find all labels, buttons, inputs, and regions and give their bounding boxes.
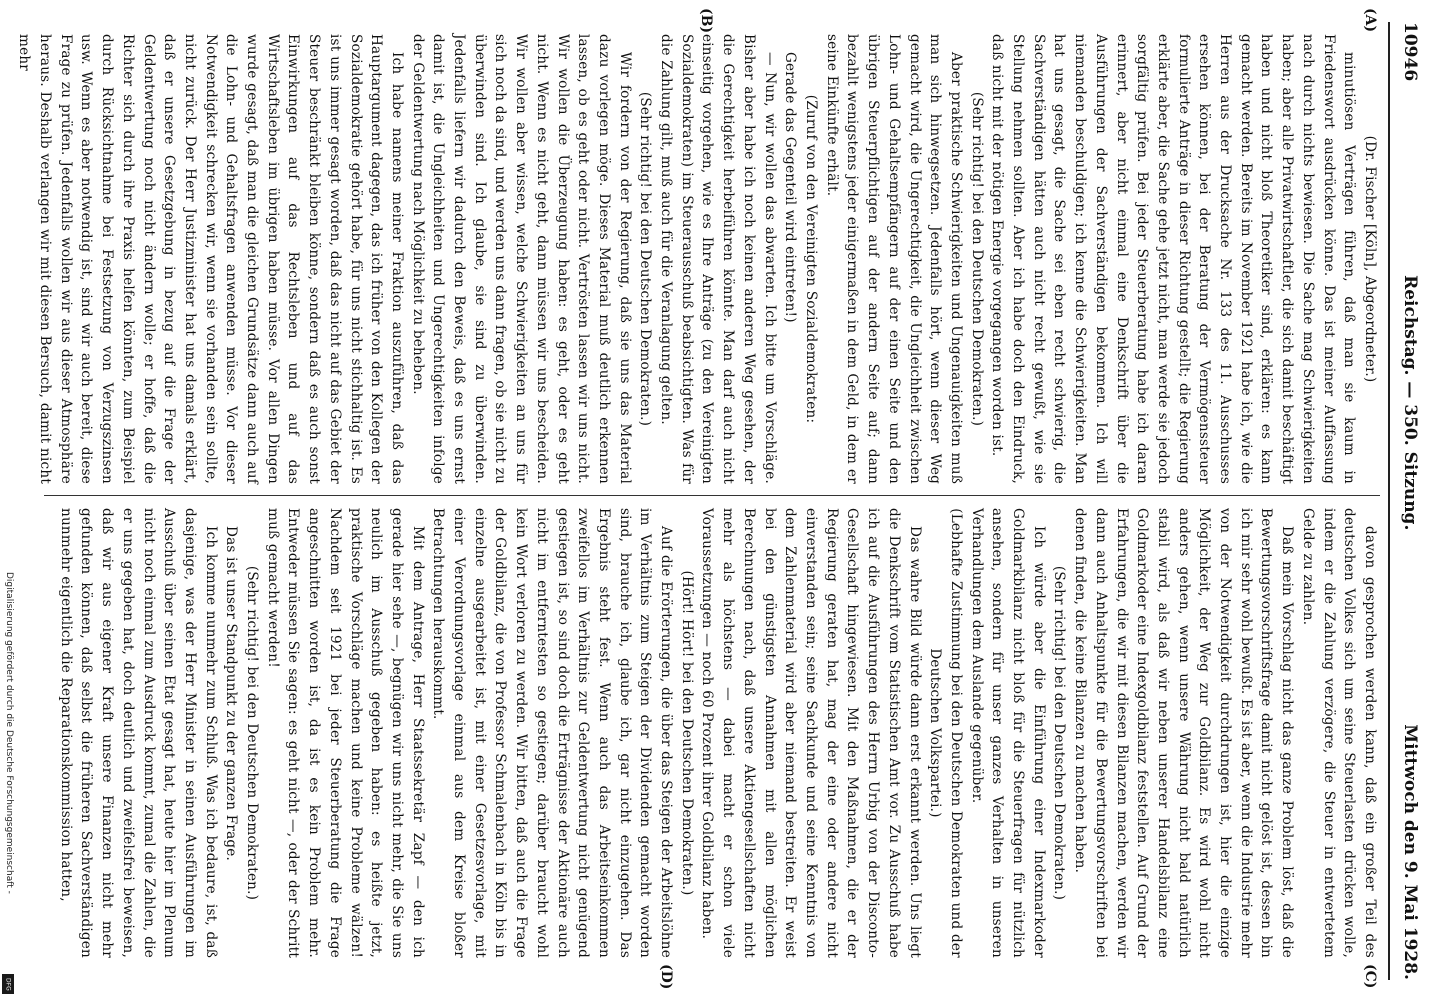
paragraph: (Dr. Fischer [Köln], Abgeordneter.): [1362, 135, 1378, 383]
rotated-document-page: [16, 0, 1434, 1000]
header-rule: [1388, 22, 1390, 980]
paragraph: Ich komme nunmehr zum Schluß. Was ich bedaure, ist, daß dasjenige, was der Herr Minister in seinen Ausführungen im Ausschuß über seinen Etat gesagt hat, heute hier im Plenum nicht noch einmal zum Ausdruck kommt, zumal die Zahlen, die er uns gegeben hat, doch deutlich und zweifelsfrei beweisen, daß wir aus eigener Kraft unsere Finanzen nicht mehr gefunden können, daß selbst die früheren Sachverständigen nunmehr eigentlich die Reparationskommission hatten,: [57, 508, 219, 958]
paragraph: (Hört! Hört! bei den Deutschen Demokraten.): [678, 570, 695, 896]
left-text-column: [16, 34, 1380, 484]
margin-marker-c: (C): [1362, 964, 1378, 989]
paragraph: Das wahre Bild würde dann erst erkannt werden. Uns liegt die Denkschrift vom Statistischen Amt vor. Zu Ausschuß habe ich auf die Ausführungen des Herrn Urbig von der Disconto-Gesellschaft hingewiesen. Mit den Maßnahmen, die er der Regierung geraten hat, mag der eine oder andere nicht einverstanden sein; seine Sachkunde und seine Kenntnis von dem Zahlenmaterial wird aber niemand bestreiten. Er weist bei den günstigsten Annahmen mit allen möglichen Berechnungen nach, daß unsere Aktiengesellschaften nicht mehr als höchstens — dabei macht er schon viele Voraussetzungen — noch 60 Prozent ihrer Goldbilanz haben.: [699, 508, 923, 958]
margin-marker-a: (A): [1362, 8, 1378, 33]
paragraph: (Sehr richtig! bei den Deutschen Demokraten.): [1051, 565, 1068, 901]
paragraph: (Sehr richtig! bei den Deutschen Demokraten.): [637, 91, 654, 427]
paragraph: (Sehr richtig! bei den Deutschen Demokraten.): [244, 565, 261, 901]
paragraph: davon gesprochen werden kann, daß ein großer Teil des deutschen Volkes sich um seine Steuerlasten drücken wolle, indem er die Zahlung verzögere, die Steuer in entwertetem Gelde zu zahlen.: [1299, 508, 1378, 958]
paragraph: (Lebhafte Zustimmung bei den Deutschen Demokraten und der Deutschen Volkspartei.): [927, 508, 964, 958]
page-date: Mittwoch den 9. Mai 1928.: [1400, 724, 1420, 980]
digitization-note: [2, 572, 14, 992]
paragraph: Ich habe namens meiner Fraktion auszuführen, daß das Hauptargument dagegen, das ich früher von den Kollegen der Sozialdemokratie gehört habe, für uns nicht stichhaltig ist. Es ist uns immer gesagt worden, daß das nicht auf das Gebiet der Steuer beschränkt bleiben könne, sondern daß es auch sonst Einwirkungen auf das Rechtsleben und auf das Wirtschaftsleben im übrigen haben müsse. Vor allen Dingen wurde gesagt, daß man die gleichen Grundsätze dann auch auf die Lohn- und Gehaltsfragen anwenden müsse. Vor dieser Notwendigkeit schrecken wir, wenn sie vorhanden sein sollte, nicht zurück. Der Herr Justizminister hat uns damals erklärt, daß er unsere Gesetzgebung in bezug auf die Frage der Geldentwertung noch nicht ändern wolle; er hoffe, daß die Richter sich durch ihre Praxis helfen könnten, zum Beispiel durch Rücksichtnahme bei Festsetzung von Verzugszinsen usw. Wenn es aber notwendig ist, sind wir auch bereit, diese Frage zu prüfen. Jedenfalls wollen wir aus dieser Atmosphäre heraus. Deshalb verlangen wir mit diesen Bersuch, damit nicht mehr: [16, 34, 405, 484]
page-title: Reichstag. — 350. Sitzung.: [1400, 275, 1420, 531]
paragraph: (Sehr richtig! bei den Deutschen Demokraten.): [968, 91, 985, 427]
paragraph: Das ist unser Standpunkt zu der ganzen Frage.: [223, 526, 240, 862]
paragraph: minutiösen Verträgen führen, daß man sie kaum in Friedenswort ausdrücken könne. Das ist meiner Auffassung nach durch nichts bewiesen. Die Sache mag Schwierigkeiten haben; aber alle Privatwirtschaftler, die sich damit beschäftigt haben und nicht bloß Theoretiker sind, erklären: es kann gemacht werden. Bereits im November 1921 habe ich, wie die Herren aus der Drucksache Nr. 133 des 11. Ausschusses ersehen können, bei der Beratung der Vermögenssteuer formulierte Anträge in dieser Richtung gestellt; die Regierung erklärte aber, die Sache gehe jetzt nicht, man werde sie jedoch sorgfältig prüfen. Bei jeder Steuerberatung habe ich daran erinnert, aber nicht einmal eine Denkschrift über die Ausführungen der Sachverständigen bekommen. Ich will niemanden beschuldigen; ich kenne die Schwierigkeiten. Man hat uns gesagt, die Sache sei eben recht schwierig, die Sachverständigen hätten auch nicht recht gewußt, wie sie Stellung nehmen sollten. Aber ich habe doch den Eindruck, daß nicht mit der nötigen Energie vorgegangen worden ist.: [989, 34, 1358, 484]
paragraph: (Zuruf von den Vereinigten Sozialdemokraten:: [803, 94, 820, 424]
paragraph: Wir fordern von der Regierung, daß sie uns das Material dazu vorlegen möge. Dieses Material muß deutlich erkennen lassen, ob es geht oder nicht. Vertrösten lassen wir uns nicht. Wir wollen die Überzeugung haben: es geht, oder es geht nicht. Wenn es nicht geht, dann müssen wir uns bescheiden. Wir wollen aber wissen, welche Schwierigkeiten an uns für sich noch da sind, und werden uns dann fragen, ob sie nicht zu überwinden sind. Ich glaube, sie sind zu überwinden. Jedenfalls liefern wir dadurch den Beweis, daß es uns ernst damit ist, die Ungleichheiten und Ungerechtigkeiten infolge der Geldentwertung nach Möglichkeit zu beheben.: [409, 34, 633, 484]
margin-marker-d: (D): [658, 964, 674, 990]
column-divider: [44, 495, 1380, 496]
page-number: 10946: [1400, 22, 1420, 82]
digitization-text: Digitalisierung gefördert durch die Deutsche Forschungsgemeinschaft -: [4, 572, 14, 894]
paragraph: Mit dem Antrage, Herr Staatssekretär Zapf — den ich gerade hier sehe —, begnügen wir uns nicht mehr, die Sie uns neulich im Ausschuß gegeben haben: es heißte jetzt, praktische Vorschläge machen und keine Probleme wälzen! Nachdem seit 1921 bei jeder Steuerberatung die Frage angeschnitten worden ist, da ist es kein Problem mehr. Entweder müssen Sie sagen: es geht nicht —, oder der Schritt muß gemacht werden!: [264, 508, 426, 958]
paragraph: Daß mein Vorschlag nicht das ganze Problem löst, daß die Bewertungsvorschriftsfrage damit nicht gelöst ist, dessen bin ich mir sehr wohl bewußt. Es ist aber, wenn die Industrie mehr von der Notwendigkeit durchdrungen ist, hier die einzige Möglichkeit, der Weg zur Goldbilanz. Es wird wohl nicht anders gehen, wenn unsere Währung nicht bald natürlich stabil wird, als daß wir neben unserer Handelsbilanz eine Goldmarkoder eine Indexgoldbilanz feststellen. Auf Grund der Erfahrungen, die wir mit diesen Bilanzen machen, werden wir dann auch Anhaltspunkte für die Bewertungsvorschriften bei denen finden, die keine Bilanzen zu machen haben.: [1072, 508, 1296, 958]
paragraph: — Nun, wir wollen das abwarten. Ich bitte um Vorschläge. Bisher aber habe ich noch keinen anderen Weg gesehen, der die Gerechtigkeit herbeiführen könnte. Man darf auch nicht einseitig vorgehen, wie es Ihre Anträge (zu den Vereinigten Sozialdemokraten) im Steuerausschuß beabsichtigten. Was für die Zahlung gilt, muß auch für die Veranlagung gelten.: [658, 34, 778, 484]
margin-marker-b: (B): [698, 8, 714, 34]
page-header: [1390, 22, 1420, 980]
paragraph: Ich würde aber die Einführung einer Indexmarkoder Goldmarkbilanz nicht bloß für die Steuerfragen für nützlich ansehen, sondern für unser ganzes Verhalten in unseren Verhandlungen dem Auslande gegenüber.: [968, 508, 1047, 958]
right-text-column: [42, 508, 1380, 958]
paragraph: Gerade das Gegenteil wird eintreten!): [782, 52, 799, 323]
dfg-logo: DFG: [2, 974, 14, 994]
paragraph: Aber praktische Schwierigkeiten und Ungenauigkeiten muß man sich hinwegsetzen. Jedenfalls hört, wenn dieser Weg gemacht wird, die Ungerechtigkeit, die Ungleichheit zwischen Lohn- und Gehaltsempfängern auf der einen Seite und den übrigen Steuerpflichtigen auf der andern Seite auf; dann bezahlt wenigstens jeder einigermaßen in dem Geld, in dem er seine Einkünfte erhält.: [823, 34, 964, 484]
paragraph: Auf die Erörterungen, die über das Steigen der Arbeitslöhne im Verhältnis zum Steigen der Dividenden gemacht worden sind, brauche ich, glaube ich, gar nicht einzugehen. Das Ergebnis steht fest. Wenn auch das Arbeitseinkommen zweifellos im Verhältnis zur Geldentwertung nicht genügend gestiegen ist, so sind doch die Erträgnisse der Aktionäre auch nicht im entferntesten so gestiegen; darüber braucht wohl kein Wort verloren zu werden. Wir bitten, daß auch die Frage der Goldbilanz, die von Professor Schmalenbach in Köln bis in einzelne ausgearbeitet ist, mit einer Gesetzesvorlage, mit einer Verordnungsvorlage einmal aus dem Kreise bloßer Betrachtungen herauskommt.: [430, 508, 675, 958]
